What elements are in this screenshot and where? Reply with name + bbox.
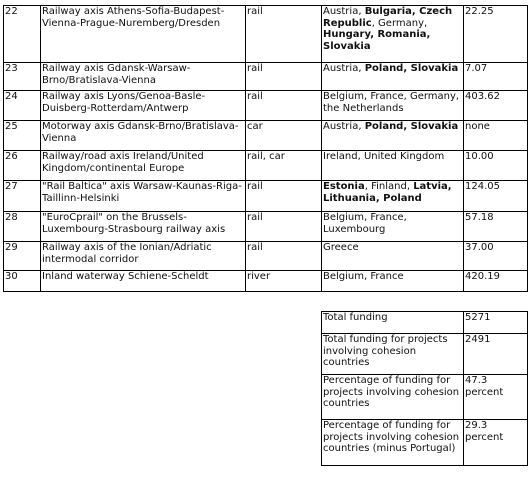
country-text: , Germany,	[371, 17, 428, 29]
countries-cell	[322, 271, 464, 292]
transport-mode: rail	[246, 212, 322, 242]
funding-summary-table	[321, 311, 528, 466]
transport-mode: rail	[246, 181, 322, 212]
funding-value: 403.62	[464, 91, 528, 121]
countries-cell	[322, 63, 464, 91]
country-text: Belgium, France	[323, 271, 404, 282]
transport-mode: rail	[246, 63, 322, 91]
table-row	[4, 242, 528, 271]
country-text: Belgium, France, Germany, the Netherlands	[323, 91, 460, 114]
countries-cell	[322, 91, 464, 121]
project-name: "Rail Baltica" axis Warsaw-Kaunas-Riga-Taillinn-Helsinki	[41, 181, 246, 212]
project-name: Inland waterway Schiene-Scheldt	[41, 271, 246, 292]
transport-mode: river	[246, 271, 322, 292]
project-number: 28	[4, 212, 41, 242]
country-cohesion: Latvia, Lithuania, Poland	[323, 181, 452, 204]
funding-value: 420.19	[464, 271, 528, 292]
countries-cell	[322, 151, 464, 181]
funding-value: 22.25	[464, 6, 528, 63]
summary-label: Total funding for projects involving cohesion countries	[322, 334, 464, 375]
transport-mode: rail	[246, 242, 322, 271]
project-number: 30	[4, 271, 41, 292]
project-name: Railway/road axis Ireland/United Kingdom/continental Europe	[41, 151, 246, 181]
project-name: Railway axis of the Ionian/Adriatic intermodal corridor	[41, 242, 246, 271]
summary-row	[322, 312, 528, 334]
table-row	[4, 121, 528, 151]
summary-value: 5271	[464, 312, 528, 334]
funding-value: none	[464, 121, 528, 151]
countries-cell	[322, 6, 464, 63]
funding-value: 10.00	[464, 151, 528, 181]
country-cohesion: Poland, Slovakia	[364, 63, 459, 74]
project-name: Motorway axis Gdansk-Brno/Bratislava-Vienna	[41, 121, 246, 151]
funding-value: 7.07	[464, 63, 528, 91]
table-row	[4, 212, 528, 242]
countries-cell	[322, 242, 464, 271]
table-row	[4, 181, 528, 212]
table-row	[4, 6, 528, 63]
project-number: 22	[4, 6, 41, 63]
countries-cell	[322, 121, 464, 151]
project-number: 23	[4, 63, 41, 91]
transport-mode: rail, car	[246, 151, 322, 181]
transport-mode: car	[246, 121, 322, 151]
summary-value: 29.3 percent	[464, 420, 528, 466]
summary-row	[322, 420, 528, 466]
project-name: Railway axis Athens-Sofia-Budapest-Vienna-Prague-Nuremberg/Dresden	[41, 6, 246, 63]
funding-value: 37.00	[464, 242, 528, 271]
summary-row	[322, 334, 528, 375]
summary-row	[322, 375, 528, 420]
transport-mode: rail	[246, 91, 322, 121]
table-row	[4, 63, 528, 91]
project-number: 24	[4, 91, 41, 121]
country-text: Austria,	[323, 63, 365, 74]
country-cohesion: Hungary, Romania, Slovakia	[323, 29, 431, 52]
countries-cell	[322, 181, 464, 212]
project-number: 25	[4, 121, 41, 151]
country-text: , Finland,	[364, 181, 414, 192]
table-row	[4, 151, 528, 181]
country-text: Austria,	[323, 121, 365, 132]
funding-value: 124.05	[464, 181, 528, 212]
projects-table	[3, 5, 528, 292]
country-text: Ireland, United Kingdom	[323, 151, 445, 162]
summary-label: Percentage of funding for projects involving cohesion countries (minus Portugal)	[322, 420, 464, 466]
table-row	[4, 91, 528, 121]
country-text: Belgium, France, Luxembourg	[323, 212, 407, 235]
country-cohesion: Bulgaria, Czech Republic	[323, 6, 453, 29]
country-cohesion: Estonia	[323, 181, 365, 192]
projects-table-body	[4, 6, 528, 292]
project-number: 29	[4, 242, 41, 271]
summary-label: Percentage of funding for projects involving cohesion countries	[322, 375, 464, 420]
country-text: Austria,	[323, 6, 365, 17]
funding-value: 57.18	[464, 212, 528, 242]
countries-cell	[322, 212, 464, 242]
summary-value: 2491	[464, 334, 528, 375]
summary-label: Total funding	[322, 312, 464, 334]
table-row	[4, 271, 528, 292]
project-number: 26	[4, 151, 41, 181]
project-number: 27	[4, 181, 41, 212]
project-name: Railway axis Gdansk-Warsaw-Brno/Bratislava-Vienna	[41, 63, 246, 91]
transport-mode: rail	[246, 6, 322, 63]
country-cohesion: Poland, Slovakia	[364, 121, 459, 132]
summary-value: 47.3 percent	[464, 375, 528, 420]
country-text: Greece	[323, 242, 359, 253]
project-name: "EuroCprail" on the Brussels-Luxembourg-Strasbourg railway axis	[41, 212, 246, 242]
project-name: Railway axis Lyons/Genoa-Basle-Duisberg-Rotterdam/Antwerp	[41, 91, 246, 121]
